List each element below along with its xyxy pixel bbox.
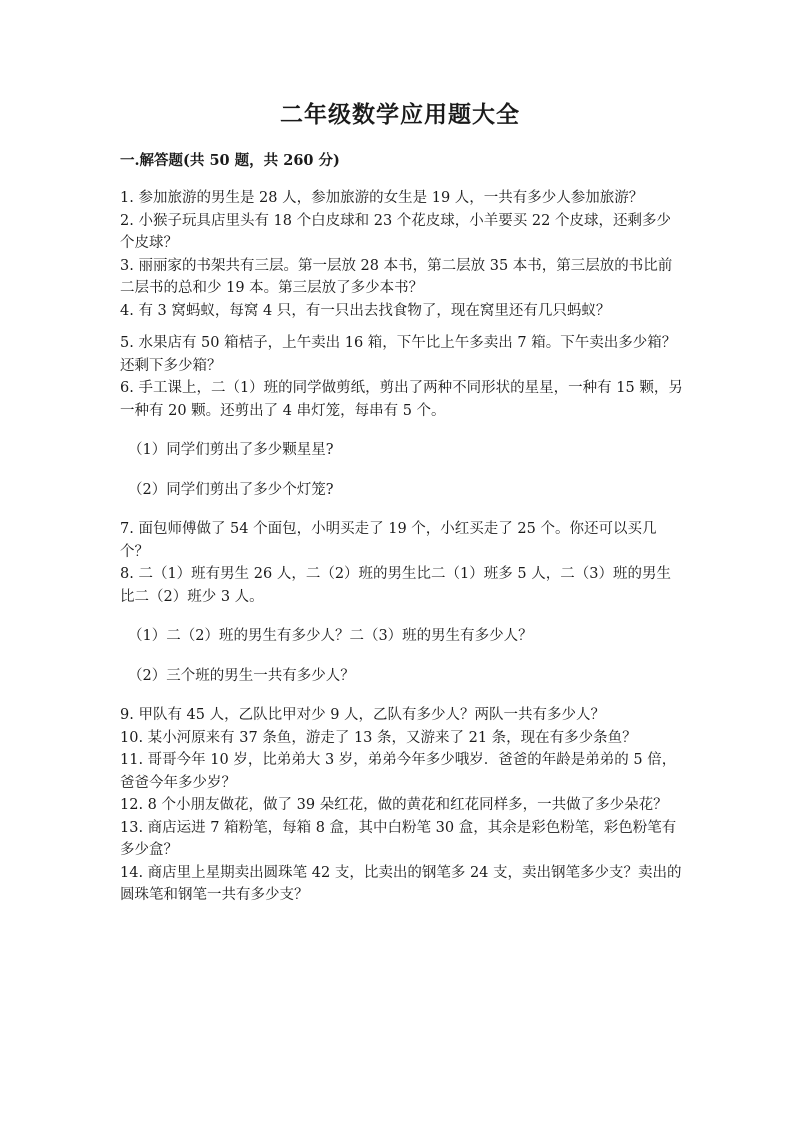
question-7: 7. 面包师傅做了 54 个面包，小明买走了 19 个，小红买走了 25 个。你还可以买几个？ (120, 521, 657, 560)
spacer (120, 687, 685, 704)
spacer (120, 648, 685, 665)
question-8-part-1: （1）二（2）班的男生有多少人？二（3）班的男生有多少人？ (128, 628, 533, 644)
question-4: 4. 有 3 窝蚂蚁，每窝 4 只，有一只出去找食物了，现在窝里还有几只蚂蚁？ (120, 302, 611, 319)
spacer (120, 501, 685, 518)
question-6-part-1: （1）同学们剪出了多少颗星星? (128, 442, 334, 458)
question-8-part-2: （2）三个班的男生一共有多少人？ (128, 667, 355, 684)
spacer (120, 422, 685, 439)
question-5: 5. 水果店有 50 箱桔子，上午卖出 16 箱，下午比上午多卖出 7 箱。下午卖出多少箱？还剩下多少箱？ (120, 335, 677, 374)
question-2: 2. 小猴子玩具店里头有 18 个白皮球和 23 个花皮球，小羊要买 22 个皮球，还剩多少个皮球？ (120, 212, 671, 251)
question-list (120, 187, 685, 907)
question-1: 1. 参加旅游的男生是 28 人，参加旅游的女生是 19 人，一共有多少人参加旅游？ (120, 190, 644, 206)
question-14: 14. 商店里上星期卖出圆珠笔 42 支，比卖出的钢笔多 24 支，卖出钢笔多少支？卖出的圆珠笔和钢笔一共有多少支？ (120, 864, 682, 903)
question-13: 13. 商店运进 7 箱粉笔，每箱 8 盒，其中白粉笔 30 盒，其余是彩色粉笔，彩色粉笔有多少盒？ (120, 819, 677, 858)
spacer (120, 322, 685, 332)
question-9: 9. 甲队有 45 人，乙队比甲对少 9 人，乙队有多少人？两队一共有多少人？ (120, 707, 606, 723)
question-10: 10. 某小河原来有 37 条鱼，游走了 13 条，又游来了 21 条，现在有多少条鱼？ (120, 729, 637, 746)
spacer (120, 462, 685, 479)
spacer (120, 608, 685, 625)
question-6: 6. 手工课上，二（1）班的同学做剪纸，剪出了两种不同形状的星星，一种有 15 颗，另一种有 20 颗。还剪出了 4 串灯笼，每串有 5 个。 (120, 380, 683, 419)
question-3: 3. 丽丽家的书架共有三层。第一层放 28 本书，第二层放 35 本书，第三层放的书比前二层书的总和少 19 本。第三层放了多少本书？ (120, 257, 673, 296)
question-12: 12. 8 个小朋友做花，做了 39 朵红花，做的黄花和红花同样多，一共做了多少朵花？ (120, 797, 668, 813)
question-8: 8. 二（1）班有男生 26 人，二（2）班的男生比二（1）班多 5 人，二（3）班的男生比二（2）班少 3 人。 (120, 566, 671, 605)
section-heading: 一.解答题(共 50 题，共 260 分) (120, 152, 340, 169)
question-6-part-2: （2）同学们剪出了多少个灯笼? (128, 481, 334, 498)
page-title: 二年级数学应用题大全 (280, 101, 520, 128)
question-11: 11. 哥哥今年 10 岁，比弟弟大 3 岁，弟弟今年多少哦岁．爸爸的年龄是弟弟的 5 倍，爸爸今年多少岁？ (120, 752, 677, 791)
